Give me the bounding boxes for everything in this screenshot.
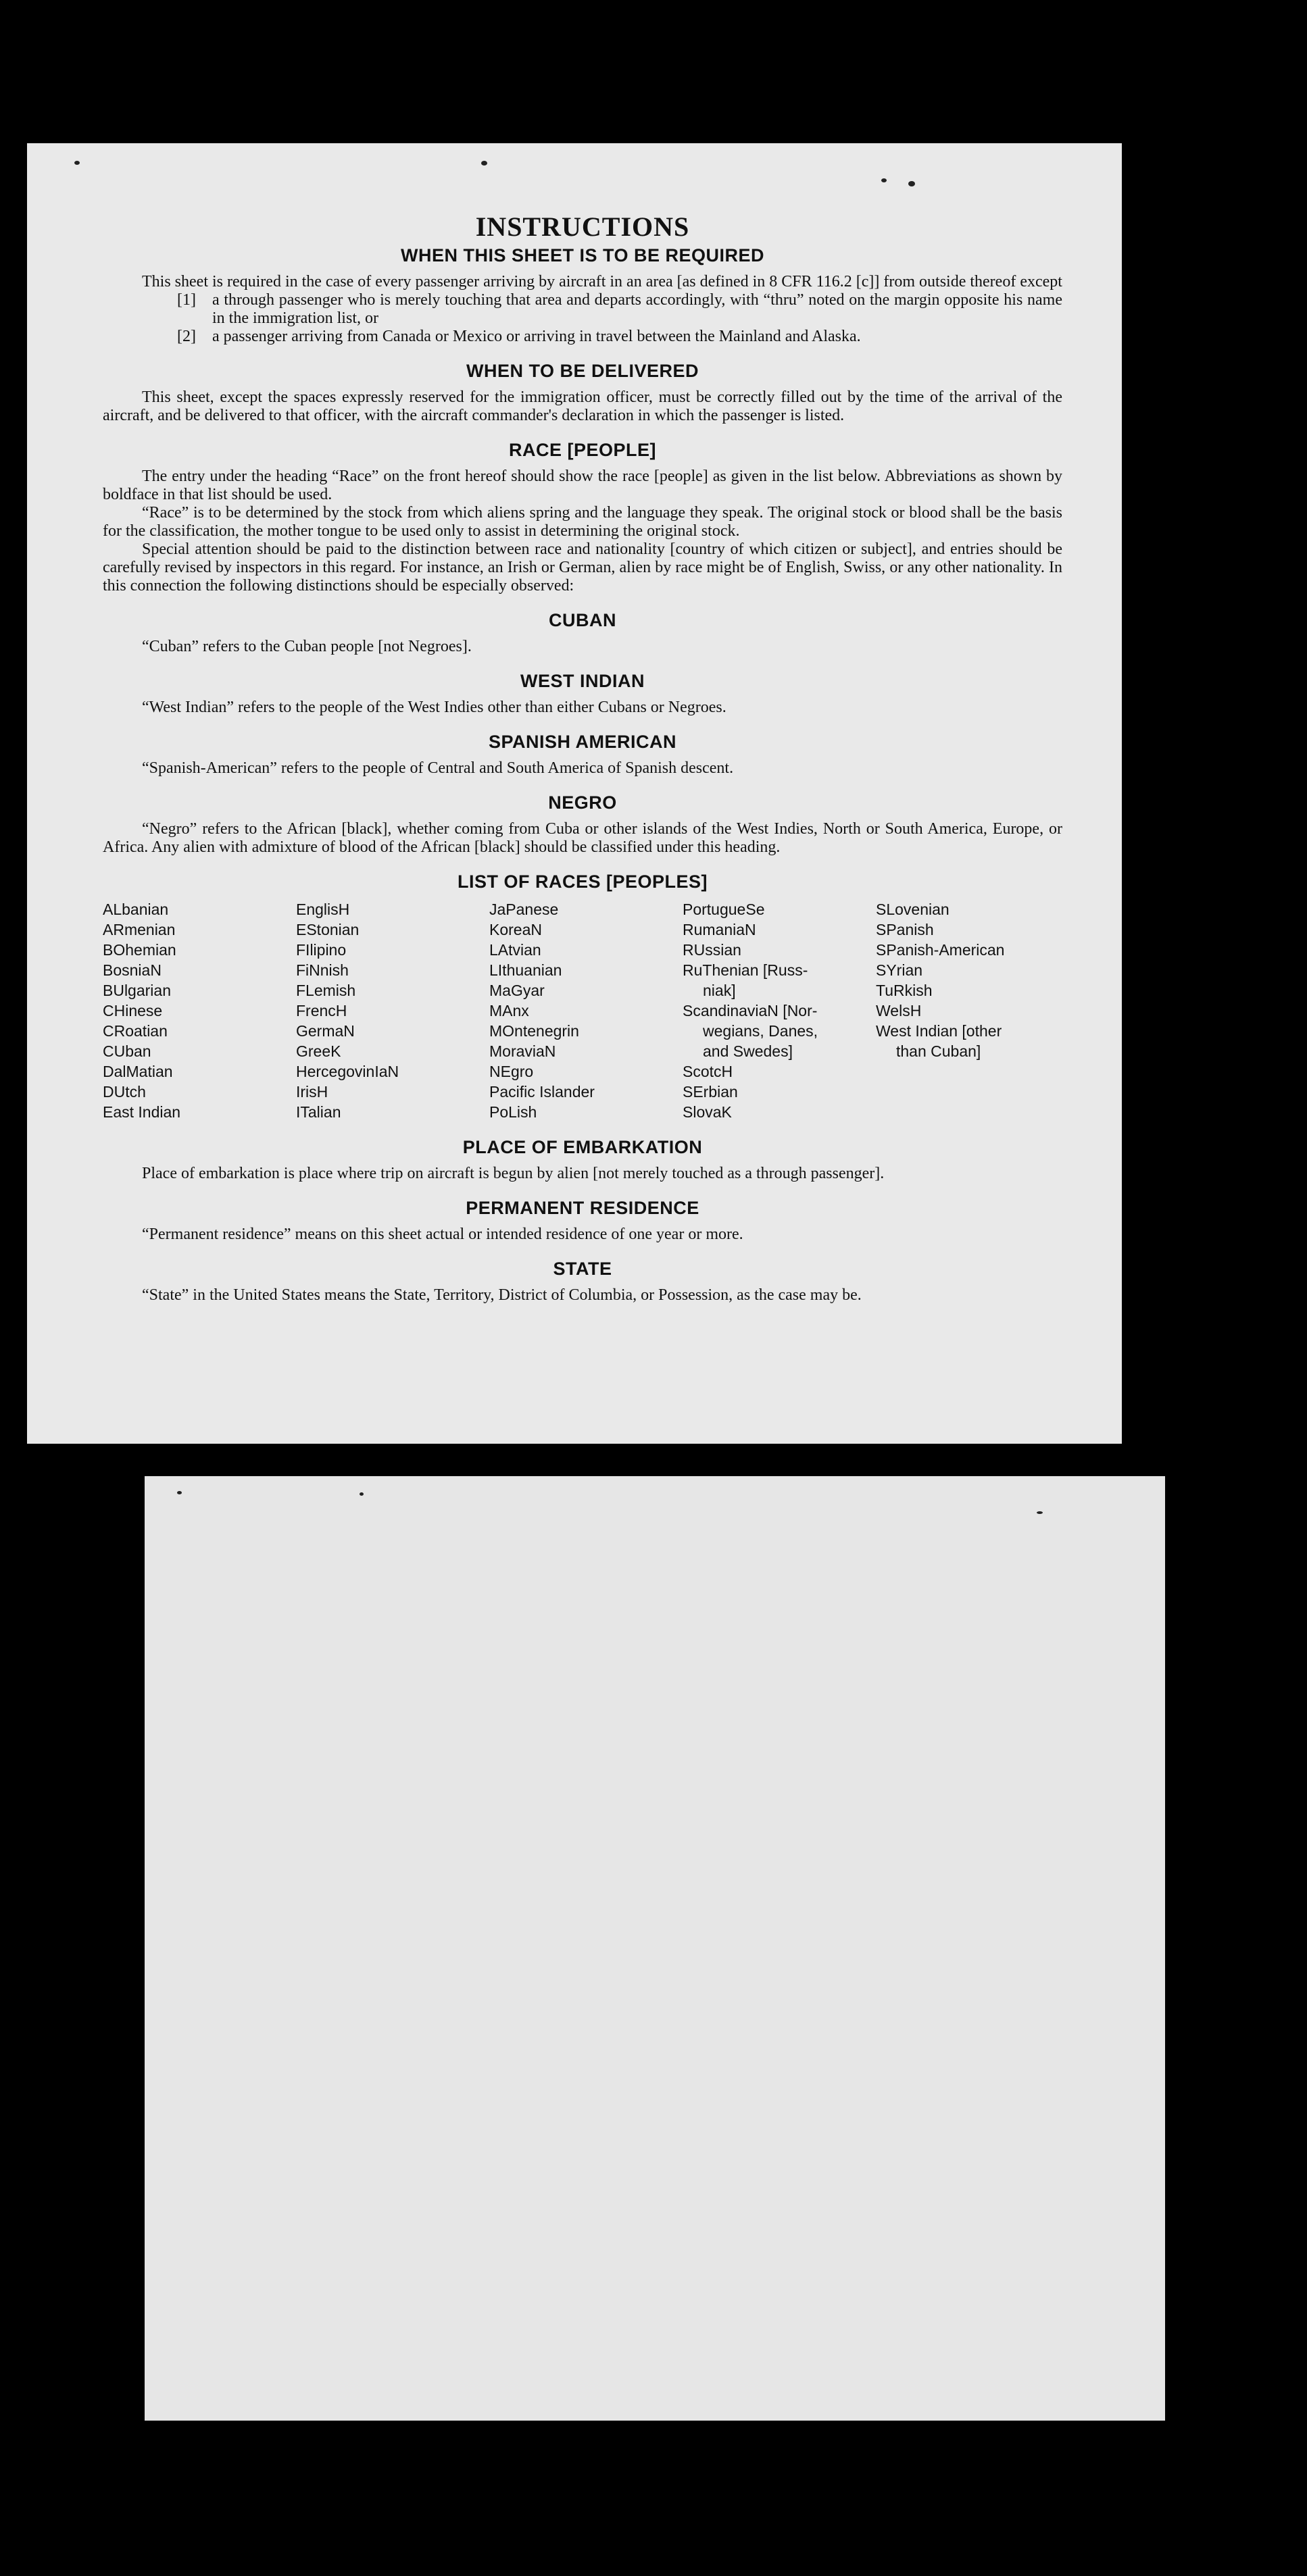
- scan-speck: [177, 1491, 182, 1494]
- race-entry: ScotcH: [683, 1063, 733, 1080]
- scan-speck: [74, 161, 80, 165]
- race-entry: SPanish-American: [876, 941, 1005, 959]
- heading-when-delivered: WHEN TO BE DELIVERED: [466, 361, 699, 381]
- when-delivered-text: This sheet, except the spaces expressly reserved for the immigration officer, must be correctly filled out by the time of the arrival of the aircraft, and be delivered to that officer, with the aircraft commander's declaration in which the passenger is listed.: [103, 388, 1062, 424]
- race-entry: ScandinaviaN [Nor-: [683, 1002, 818, 1019]
- state-text: “State” in the United States means the State, Territory, District of Columbia, or Possession, as the case may be.: [142, 1286, 862, 1304]
- races-column: [489, 899, 676, 1122]
- list-item: [103, 291, 1062, 328]
- race-entry: niak]: [703, 982, 736, 999]
- races-column: [103, 899, 289, 1122]
- race-entry: IrisH: [296, 1083, 328, 1101]
- race-entry: West Indian [other: [876, 1022, 1002, 1040]
- scan-speck: [360, 1492, 364, 1496]
- item-text: a passenger arriving from Canada or Mexico or arriving in travel between the Mainland and Alaska.: [212, 328, 861, 345]
- item-text: a through passenger who is merely touching that area and departs accordingly, with “thru” noted on the margin opposite his name in the immigration list, or: [212, 291, 1062, 327]
- item-number: [2]: [177, 328, 196, 345]
- heading-negro: NEGRO: [548, 792, 617, 813]
- residence-text: “Permanent residence” means on this sheet actual or intended residence of one year or more.: [142, 1226, 743, 1243]
- race-entry: BUlgarian: [103, 982, 171, 999]
- race-entry: MOntenegrin: [489, 1022, 579, 1040]
- race-entry: KoreaN: [489, 921, 542, 938]
- race-entry: RUssian: [683, 941, 741, 959]
- race-entry: RuThenian [Russ-: [683, 961, 808, 979]
- races-column: [683, 899, 869, 1122]
- race-entry: FLemish: [296, 982, 356, 999]
- blank-sheet: [145, 1476, 1165, 2421]
- race-entry: MaGyar: [489, 982, 545, 999]
- race-entry: ARmenian: [103, 921, 176, 938]
- race-entry: NEgro: [489, 1063, 534, 1080]
- race-entry: FIlipino: [296, 941, 347, 959]
- race-entry: EStonian: [296, 921, 360, 938]
- negro-text: “Negro” refers to the African [black], whether coming from Cuba or other islands of the West Indies, North or South America, Europe, or Africa. Any alien with admixture of blood of the African [black] should be classified under this heading.: [103, 820, 1062, 856]
- race-entry: and Swedes]: [703, 1042, 793, 1060]
- race-entry: CUban: [103, 1042, 151, 1060]
- races-list: [103, 899, 1062, 1122]
- race-paragraph-3: Special attention should be paid to the distinction between race and nationality [country of which citizen or subject], and entries should be carefully revised by inspectors in this regard. For instance, an Irish or German, alien by race might be of English, Swiss, or any other nationality. In this connection the following distinctions should be especially observed:: [103, 540, 1062, 595]
- heading-list-of-races: LIST OF RACES [PEOPLES]: [457, 872, 708, 892]
- race-entry: BosniaN: [103, 961, 162, 979]
- heading-place-of-embarkation: PLACE OF EMBARKATION: [462, 1137, 703, 1157]
- spanish-american-text: “Spanish-American” refers to the people of Central and South America of Spanish descent.: [142, 759, 734, 777]
- race-entry: SYrian: [876, 961, 923, 979]
- races-column: [876, 899, 1062, 1122]
- scan-speck: [881, 178, 887, 182]
- when-required-intro: This sheet is required in the case of every passenger arriving by aircraft in an area [as defined in 8 CFR 116.2 [c]] from outside thereof except: [142, 273, 1062, 291]
- heading-cuban: CUBAN: [549, 610, 616, 630]
- list-item: [103, 328, 1062, 346]
- heading-race: RACE [PEOPLE]: [508, 440, 657, 460]
- race-entry: MoraviaN: [489, 1042, 556, 1060]
- heading-permanent-residence: PERMANENT RESIDENCE: [466, 1198, 699, 1218]
- race-entry: East Indian: [103, 1103, 181, 1121]
- race-entry: PortugueSe: [683, 901, 765, 918]
- race-entry: BOhemian: [103, 941, 176, 959]
- race-entry: Pacific Islander: [489, 1083, 595, 1101]
- race-entry: LAtvian: [489, 941, 541, 959]
- race-entry: CHinese: [103, 1002, 163, 1019]
- race-entry: than Cuban]: [896, 1042, 981, 1060]
- race-entry: wegians, Danes,: [703, 1022, 818, 1040]
- race-entry: SlovaK: [683, 1103, 732, 1121]
- scan-speck: [481, 161, 487, 166]
- race-entry: MAnx: [489, 1002, 529, 1019]
- race-entry: SErbian: [683, 1083, 738, 1101]
- page-title: INSTRUCTIONS: [475, 211, 690, 242]
- race-entry: FrencH: [296, 1002, 347, 1019]
- race-entry: HercegovinIaN: [296, 1063, 399, 1080]
- race-entry: GreeK: [296, 1042, 341, 1060]
- item-number: [1]: [177, 291, 196, 309]
- race-entry: JaPanese: [489, 901, 559, 918]
- race-entry: ALbanian: [103, 901, 169, 918]
- race-entry: DalMatian: [103, 1063, 173, 1080]
- race-entry: SLovenian: [876, 901, 950, 918]
- instructions-sheet: [27, 143, 1122, 1444]
- race-entry: FiNnish: [296, 961, 349, 979]
- heading-state: STATE: [553, 1259, 612, 1279]
- race-entry: GermaN: [296, 1022, 355, 1040]
- race-entry: CRoatian: [103, 1022, 168, 1040]
- race-paragraph-1: The entry under the heading “Race” on the front hereof should show the race [people] as given in the list below. Abbreviations as shown by boldface in that list should be used.: [103, 468, 1062, 503]
- race-entry: RumaniaN: [683, 921, 756, 938]
- race-entry: LIthuanian: [489, 961, 562, 979]
- races-column: [296, 899, 483, 1122]
- race-entry: TuRkish: [876, 982, 933, 999]
- race-entry: EnglisH: [296, 901, 350, 918]
- race-entry: SPanish: [876, 921, 934, 938]
- embarkation-text: Place of embarkation is place where trip on aircraft is begun by alien [not merely touched as a through passenger].: [142, 1165, 885, 1182]
- heading-west-indian: WEST INDIAN: [520, 671, 645, 691]
- race-entry: ITalian: [296, 1103, 341, 1121]
- heading-spanish-american: SPANISH AMERICAN: [488, 732, 676, 752]
- heading-when-required: WHEN THIS SHEET IS TO BE REQUIRED: [400, 245, 765, 266]
- scan-speck: [1037, 1511, 1043, 1514]
- cuban-text: “Cuban” refers to the Cuban people [not Negroes].: [142, 638, 472, 655]
- race-paragraph-2: “Race” is to be determined by the stock from which aliens spring and the language they speak. The original stock or blood shall be the basis for the classification, the mother tongue to be used only to assist in determining the original stock.: [103, 504, 1062, 540]
- scan-speck: [908, 181, 915, 186]
- race-entry: DUtch: [103, 1083, 146, 1101]
- race-entry: WelsH: [876, 1002, 922, 1019]
- west-indian-text: “West Indian” refers to the people of the West Indies other than either Cubans or Negroes.: [142, 699, 726, 716]
- race-entry: PoLish: [489, 1103, 537, 1121]
